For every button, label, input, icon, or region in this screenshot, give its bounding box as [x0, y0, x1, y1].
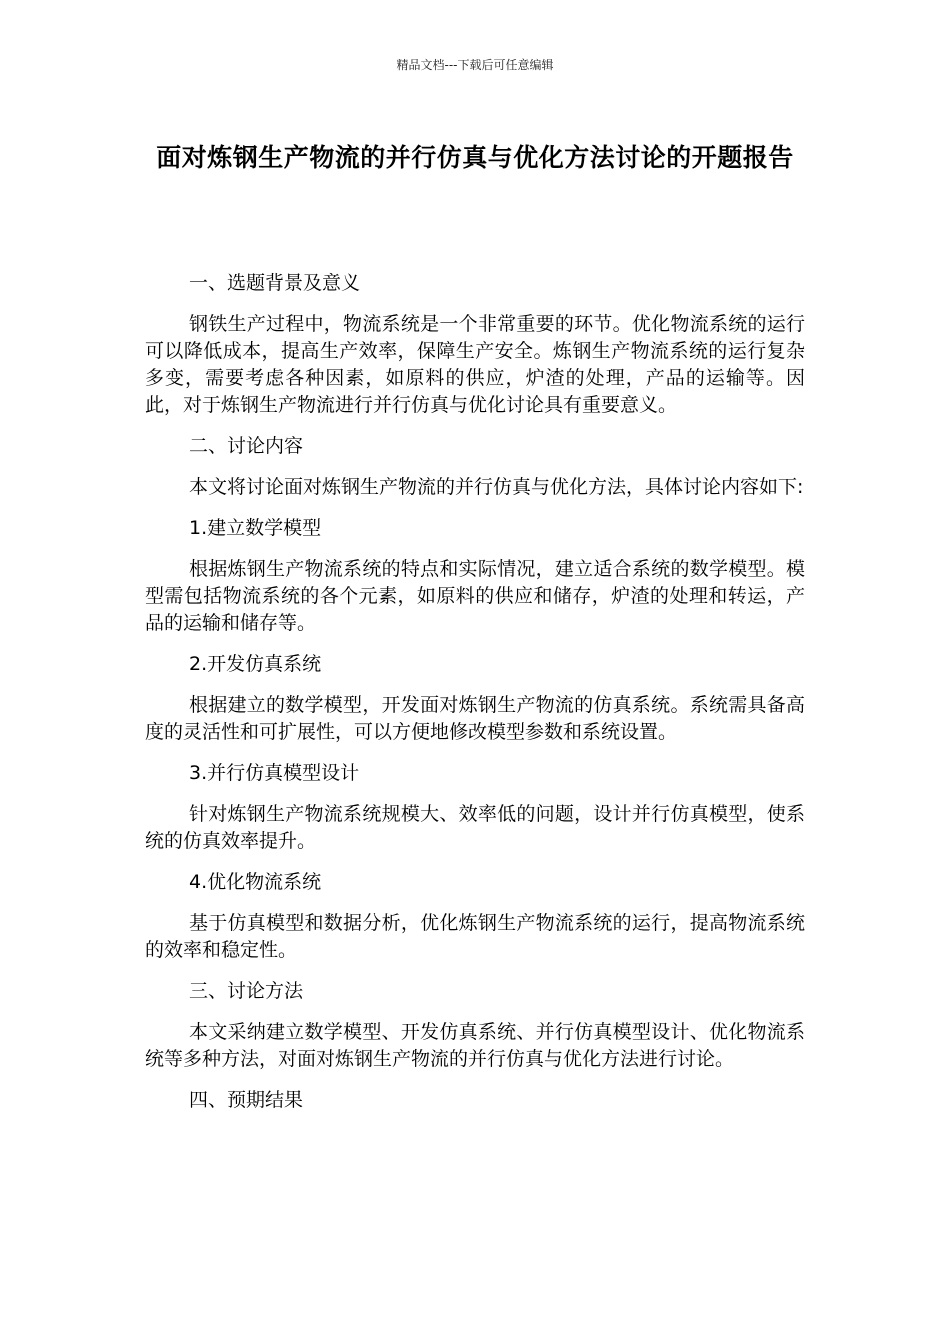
- paragraph-methods: 本文采纳建立数学模型、开发仿真系统、并行仿真模型设计、优化物流系统等多种方法，对面对炼钢生产物流的并行仿真与优化方法进行讨论。: [145, 1021, 805, 1070]
- subheading-math-model: 1.建立数学模型: [189, 517, 322, 539]
- document-title: 面对炼钢生产物流的并行仿真与优化方法讨论的开题报告: [156, 143, 794, 172]
- paragraph-parallel-model: 针对炼钢生产物流系统规模大、效率低的问题，设计并行仿真模型，使系统的仿真效率提升。: [145, 803, 805, 852]
- paragraph-optimize-logistics: 基于仿真模型和数据分析，优化炼钢生产物流系统的运行，提高物流系统的效率和稳定性。: [145, 912, 805, 961]
- header-note: 精品文档---下载后可任意编辑: [396, 58, 554, 72]
- subheading-simulation-system: 2.开发仿真系统: [189, 653, 322, 675]
- section-heading-methods: 三、讨论方法: [189, 980, 304, 1002]
- section-heading-results: 四、预期结果: [189, 1089, 304, 1111]
- paragraph-math-model: 根据炼钢生产物流系统的特点和实际情况，建立适合系统的数学模型。模型需包括物流系统的各个元素，如原料的供应和储存，炉渣的处理和转运，产品的运输和储存等。: [145, 558, 805, 634]
- document-body: [145, 270, 805, 1128]
- subheading-parallel-model: 3.并行仿真模型设计: [189, 762, 360, 784]
- paragraph-content-intro: 本文将讨论面对炼钢生产物流的并行仿真与优化方法，具体讨论内容如下:: [189, 476, 804, 498]
- paragraph-background: 钢铁生产过程中，物流系统是一个非常重要的环节。优化物流系统的运行可以降低成本，提高生产效率，保障生产安全。炼钢生产物流系统的运行复杂多变，需要考虑各种因素，如原料的供应，炉渣的处理，产品的运输等。因此，对于炼钢生产物流进行并行仿真与优化讨论具有重要意义。: [145, 313, 805, 416]
- paragraph-simulation-system: 根据建立的数学模型，开发面对炼钢生产物流的仿真系统。系统需具备高度的灵活性和可扩展性，可以方便地修改模型参数和系统设置。: [145, 694, 805, 743]
- subheading-optimize-logistics: 4.优化物流系统: [189, 871, 322, 893]
- section-heading-content: 二、讨论内容: [189, 435, 304, 457]
- section-heading-background: 一、选题背景及意义: [189, 272, 361, 294]
